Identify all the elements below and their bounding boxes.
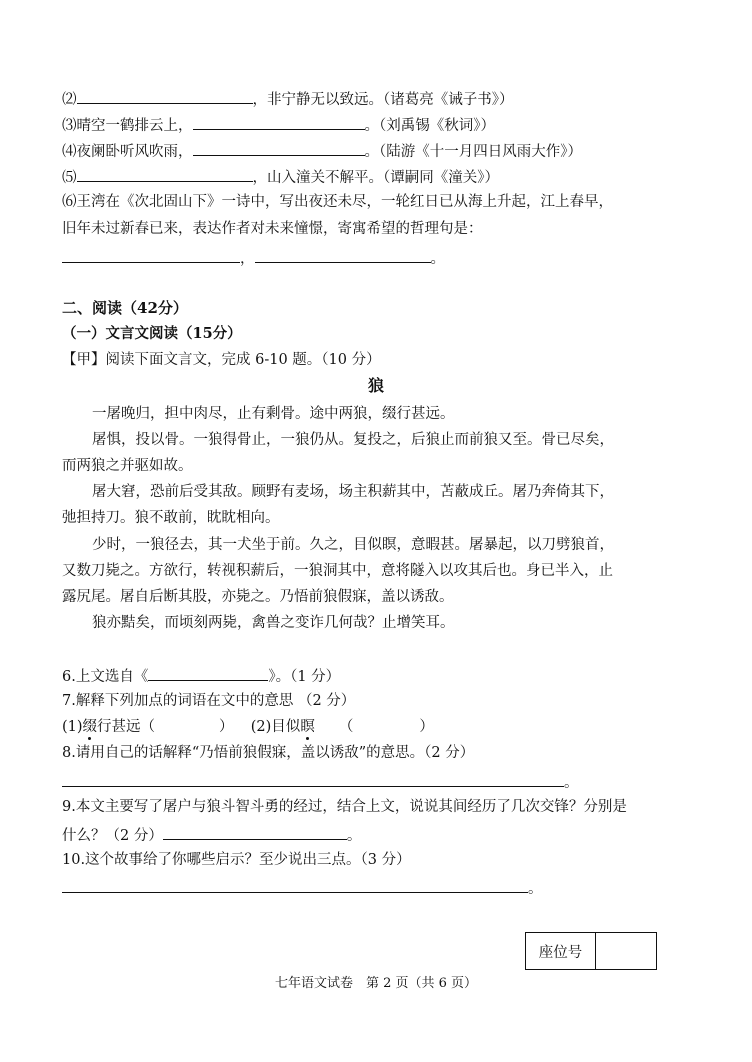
quote-5-number: ⑸ xyxy=(62,170,77,186)
quote-2-number: ⑵ xyxy=(62,92,77,108)
question-7-item-2-close: ） xyxy=(419,719,434,735)
question-8-end: 。 xyxy=(564,775,579,791)
quote-6-number: ⑹ xyxy=(62,194,77,210)
question-6 xyxy=(62,665,340,687)
passage-paragraph-1: 一屠晚归，担中肉尽，止有剩骨。途中两狼，缀行甚远。 xyxy=(92,406,455,422)
quote-6-end: 。 xyxy=(430,251,445,267)
quote-5 xyxy=(62,166,499,188)
passage-paragraph-2-line-1: 屠惧，投以骨。一狼得骨止，一狼仍从。复投之，后狼止而前狼又至。骨已尽矣， xyxy=(92,432,614,448)
passage-paragraph-4-line-1: 少时，一狼径去，其一犬坐于前。久之，目似瞑，意暇甚。屠暴起，以刀劈狼首， xyxy=(92,537,614,553)
quote-3 xyxy=(62,114,495,136)
question-10-blank[interactable] xyxy=(62,877,528,893)
quote-6-text: 王湾在《次北固山下》一诗中，写出夜还未尽，一轮红日已从海上升起，江上春早， xyxy=(76,194,613,210)
seat-number-label: 座位号 xyxy=(526,933,596,969)
passage-title: 狼 xyxy=(367,376,384,395)
question-10: 10.这个故事给了你哪些启示？至少说出三点。（3 分） xyxy=(62,852,411,868)
question-7-item-1-number: (1) xyxy=(62,719,83,735)
passage-paragraph-2-line-2: 而两狼之并驱如故。 xyxy=(62,458,193,474)
quote-5-blank[interactable] xyxy=(77,166,253,182)
quote-6-answer-line xyxy=(62,247,445,269)
question-9-text: 什么？（2 分） xyxy=(62,828,163,844)
question-7-item-1-dotted-word: 缀 xyxy=(82,719,98,735)
question-8: 8.请用自己的话解释“乃悟前狼假寐，盖以诱敌”的意思。（2 分） xyxy=(62,745,475,761)
question-10-end: 。 xyxy=(528,881,543,897)
quote-4-source: 。（陆游《十一月四日风雨大作》） xyxy=(364,144,582,160)
question-10-answer-line xyxy=(62,877,543,899)
question-7-item-2-text: (2)目似 xyxy=(250,719,301,735)
quote-6-blank-1[interactable] xyxy=(62,247,240,263)
question-6-score: 》。（1 分） xyxy=(268,669,341,685)
quote-2-blank[interactable] xyxy=(77,88,253,104)
question-7-item-1-close: ） xyxy=(219,719,234,735)
quote-4-blank[interactable] xyxy=(193,140,365,156)
question-7-item-2-dotted-word: 瞑 xyxy=(300,719,315,735)
question-7: 7.解释下列加点的词语在文中的意思 （2 分） xyxy=(62,693,356,709)
question-7-items xyxy=(62,717,434,737)
quote-2 xyxy=(62,88,514,110)
quote-3-text: 晴空一鹤排云上， xyxy=(76,118,193,134)
question-9-end: 。 xyxy=(346,828,362,844)
question-6-text: 6.上文选自《 xyxy=(62,669,149,685)
question-9-line-1: 9.本文主要写了屠户与狼斗智斗勇的经过，结合上文，说说其间经历了几次交锋？分别是 xyxy=(62,799,627,815)
passage-paragraph-4-line-2: 又数刀毙之。方欲行，转视积薪后，一狼洞其中，意将隧入以攻其后也。身已半入，止 xyxy=(62,563,613,579)
question-6-blank[interactable] xyxy=(148,665,268,681)
quote-4-text: 夜阑卧听风吹雨， xyxy=(76,144,193,160)
question-8-answer-line xyxy=(62,771,579,793)
quote-3-blank[interactable] xyxy=(193,114,365,130)
question-9-line-2 xyxy=(62,824,361,846)
subsection-1-title: （一）文言文阅读（15分） xyxy=(62,325,242,342)
passage-paragraph-3-line-1: 屠大窘，恐前后受其敌。顾野有麦场，场主积薪其中，苫蔽成丘。屠乃奔倚其下， xyxy=(92,484,614,500)
page-footer: 七年语文试卷 第 2 页（共 6 页） xyxy=(274,976,478,991)
quote-6-blank-2[interactable] xyxy=(255,247,431,263)
quote-6-separator: ， xyxy=(240,251,255,267)
quote-3-number: ⑶ xyxy=(62,118,77,134)
quote-4 xyxy=(62,140,582,162)
quote-3-source: 。（刘禹锡《秋词》） xyxy=(364,118,495,134)
question-7-item-2-open: （ xyxy=(338,719,354,735)
section-2-title: 二、阅读（42分） xyxy=(62,299,188,317)
quote-6-line1 xyxy=(62,192,613,212)
passage-paragraph-3-line-2: 弛担持刀。狼不敢前，眈眈相向。 xyxy=(62,510,280,526)
seat-number-box xyxy=(525,932,657,970)
quote-5-text: ，山入潼关不解平。（谭嗣同《潼关》） xyxy=(252,170,499,186)
question-9-blank[interactable] xyxy=(163,824,347,840)
quote-2-text: ，非宁静无以致远。（诸葛亮《诫子书》） xyxy=(252,92,514,108)
question-7-item-1-text: 行甚远（ xyxy=(97,719,156,735)
passage-paragraph-4-line-3: 露尻尾。屠自后断其股，亦毙之。乃悟前狼假寐，盖以诱敌。 xyxy=(62,589,454,605)
seat-number-field[interactable] xyxy=(596,933,656,969)
question-8-blank[interactable] xyxy=(62,771,564,787)
quote-6-line2: 旧年未过新春已来，表达作者对未来憧憬，寄寓希望的哲理句是： xyxy=(62,221,483,237)
part-a-intro: 【甲】阅读下面文言文，完成 6-10 题。（10 分） xyxy=(62,352,381,368)
passage-paragraph-5: 狼亦黠矣，而顷刻两毙，禽兽之变诈几何哉？止增笑耳。 xyxy=(92,615,455,631)
quote-4-number: ⑷ xyxy=(62,144,77,160)
